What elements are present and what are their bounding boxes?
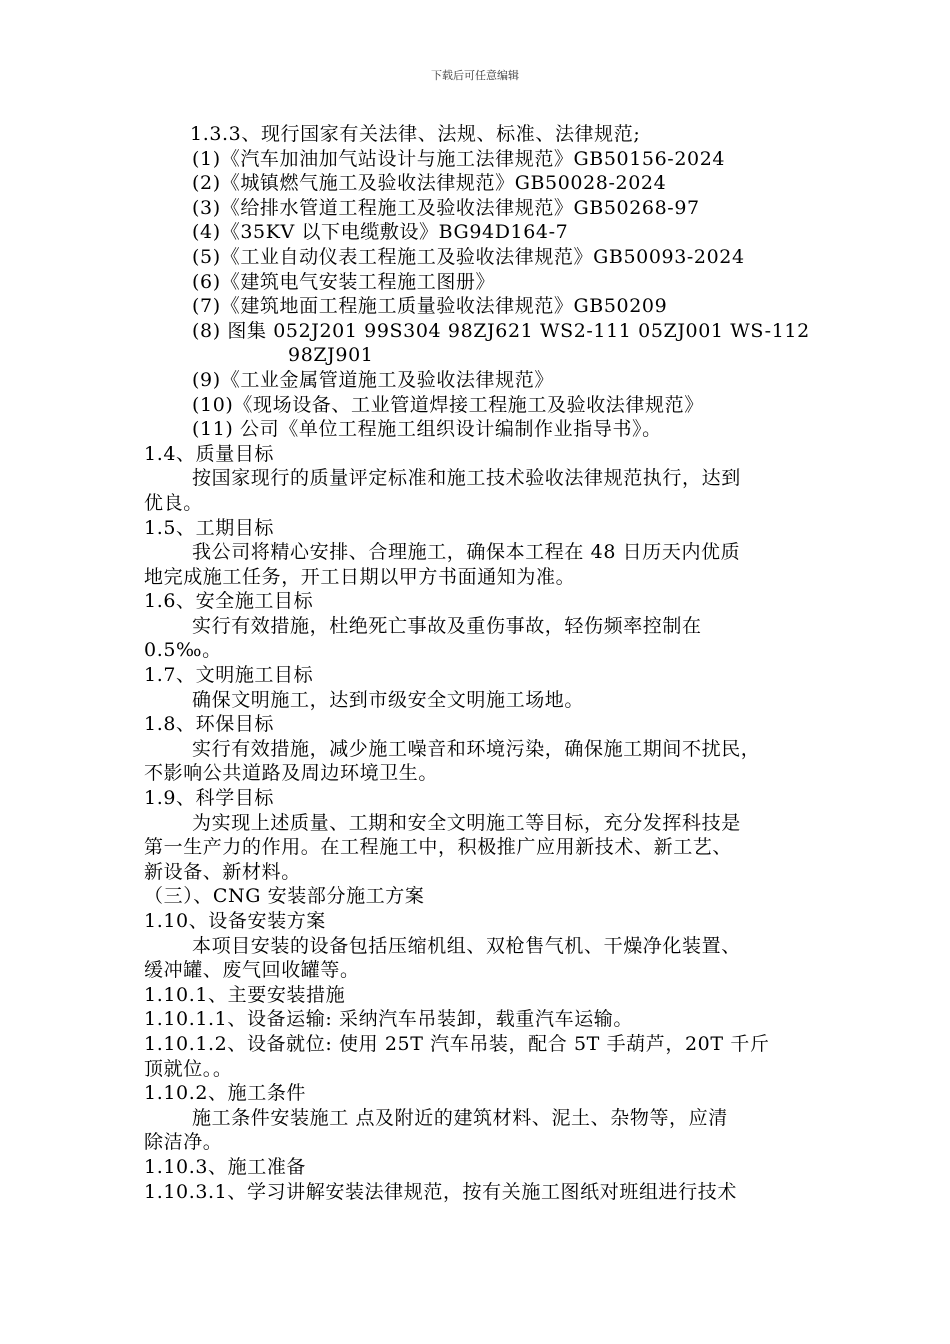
section-heading-1-9: 1.9、科学目标 — [144, 787, 275, 810]
section-heading-1-3-3: 1.3.3、现行国家有关法律、法规、标准、法律规范; — [190, 123, 641, 145]
standard-item-10: (10)《现场设备、工业管道焊接工程施工及验收法律规范》 — [192, 393, 704, 416]
part-heading-3: （三）、CNG 安装部分施工方案 — [144, 885, 425, 908]
paragraph-line: 按国家现行的质量评定标准和施工技术验收法律规范执行，达到 — [192, 467, 741, 490]
paragraph-line: 为实现上述质量、工期和安全文明施工等目标，充分发挥科技是 — [192, 811, 741, 834]
standard-item-8-continued: 98ZJ901 — [288, 344, 374, 367]
paragraph-line: 除洁净。 — [144, 1131, 223, 1154]
paragraph-line: 我公司将精心安排、合理施工，确保本工程在 48 日历天内优质 — [192, 541, 741, 564]
section-heading-1-10-1: 1.10.1、主要安装措施 — [144, 983, 346, 1006]
paragraph-line: 1.10.3.1、学习讲解安装法律规范，按有关施工图纸对班组进行技术 — [144, 1180, 737, 1203]
paragraph-line: 施工条件安装施工 点及附近的建筑材料、泥土、杂物等，应清 — [192, 1106, 728, 1129]
paragraph-line: 本项目安装的设备包括压缩机组、双枪售气机、干燥净化装置、 — [192, 934, 741, 957]
section-heading-1-10-3: 1.10.3、施工准备 — [144, 1155, 307, 1178]
standard-item-4: (4)《35KV 以下电缆敷设》BG94D164-7 — [192, 221, 569, 244]
paragraph-line: 1.10.1.2、设备就位: 使用 25T 汽车吊装，配合 5T 手葫芦，20T 千斤 — [144, 1032, 770, 1055]
section-heading-1-6: 1.6、安全施工目标 — [144, 590, 314, 613]
section-heading-1-10-2: 1.10.2、施工条件 — [144, 1082, 307, 1105]
paragraph-line: 新设备、新材料。 — [144, 860, 301, 883]
standard-item-7: (7)《建筑地面工程施工质量验收法律规范》GB50209 — [192, 295, 668, 318]
paragraph-line: 第一生产力的作用。在工程施工中，积极推广应用新技术、新工艺、 — [144, 836, 733, 859]
paragraph-line: 1.10.1.1、设备运输: 采纳汽车吊装卸，载重汽车运输。 — [144, 1008, 634, 1031]
standard-item-2: (2)《城镇燃气施工及验收法律规范》GB50028-2024 — [192, 172, 667, 195]
paragraph-line: 地完成施工任务，开工日期以甲方书面通知为准。 — [144, 565, 576, 588]
section-heading-1-5: 1.5、工期目标 — [144, 516, 275, 539]
page-header-note: 下载后可任意编辑 — [431, 69, 519, 82]
paragraph-line: 0.5‰。 — [144, 639, 222, 662]
document-body — [144, 122, 824, 1204]
section-heading-1-4: 1.4、质量目标 — [144, 442, 275, 465]
paragraph-line: 不影响公共道路及周边环境卫生。 — [144, 762, 439, 785]
paragraph-line: 优良。 — [144, 491, 203, 514]
standard-item-6: (6)《建筑电气安装工程施工图册》 — [192, 270, 496, 293]
section-heading-1-7: 1.7、文明施工目标 — [144, 664, 314, 687]
standard-item-1: (1)《汽车加油加气站设计与施工法律规范》GB50156-2024 — [192, 147, 726, 170]
standard-item-9: (9)《工业金属管道施工及验收法律规范》 — [192, 368, 554, 391]
paragraph-line: 实行有效措施，减少施工噪音和环境污染，确保施工期间不扰民， — [192, 737, 761, 760]
paragraph-line: 顶就位。。 — [144, 1057, 233, 1080]
standard-item-8: (8) 图集 052J201 99S304 98ZJ621 WS2-111 05ZJ001 WS-112 — [192, 319, 810, 342]
section-heading-1-10: 1.10、设备安装方案 — [144, 910, 326, 932]
paragraph-line: 实行有效措施，杜绝死亡事故及重伤事故，轻伤频率控制在 — [192, 614, 702, 637]
paragraph-line: 缓冲罐、废气回收罐等。 — [144, 959, 360, 982]
standard-item-11: (11) 公司《单位工程施工组织设计编制作业指导书》。 — [192, 418, 662, 441]
section-heading-1-8: 1.8、环保目标 — [144, 713, 275, 736]
standard-item-3: (3)《给排水管道工程施工及验收法律规范》GB50268-97 — [192, 196, 700, 219]
paragraph-line: 确保文明施工，达到市级安全文明施工场地。 — [192, 688, 585, 711]
standard-item-5: (5)《工业自动仪表工程施工及验收法律规范》GB50093-2024 — [192, 245, 745, 268]
